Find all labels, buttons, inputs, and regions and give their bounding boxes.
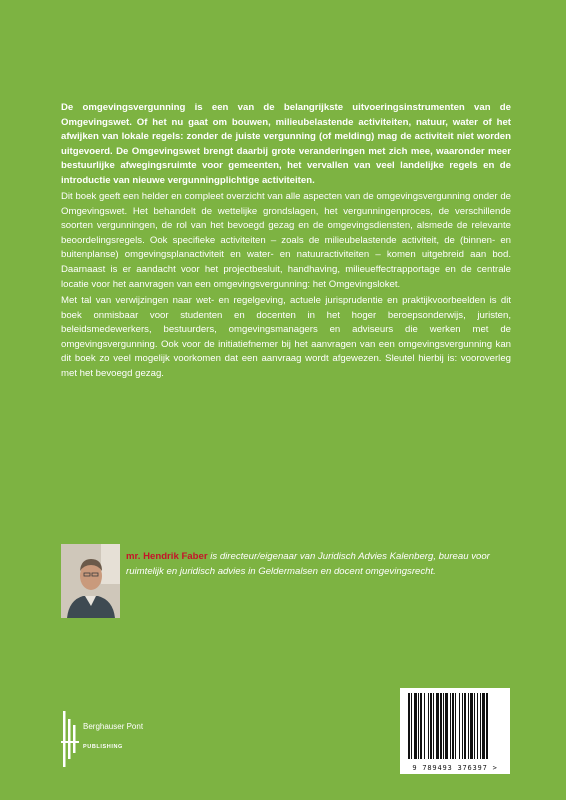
isbn-number: 9 789493 376397 >	[412, 764, 498, 772]
paragraph-1-text: Dit boek geeft een helder en compleet overzicht van alle aspecten van de omgevingsvergunning onder de Omgevingswet. Het behandelt de wettelijke grondslagen, het vergunningenproces, de verschillende soorten vergunningen, de rol van het bevoegd gezag en de omgevingsdiensten, alsmede de relevante beoordelingsregels. Ook specifieke activiteiten – zoals de milieubelastende activiteit, de (binnen- en buitenplanse) omgevingsplanactiviteit en water- en natuuractiviteiten – komen uitgebreid aan bod. Daarnaast is er aandacht voor het projectbesluit, handhaving, milieueffectrapportage en de centrale locatie voor het aanvragen van een omgevingsvergunning: het Omgevingsloket.	[61, 191, 511, 290]
body-paragraph-1	[61, 190, 511, 292]
publisher-logo	[61, 711, 161, 767]
intro-text: De omgevingsvergunning is een van de belangrijkste uitvoeringsinstrumenten van de Omgevingswet. Of het nu gaat om bouwen, milieubelastende activiteiten, natuur, water of het afwijken van lokale regels: zonder de juiste vergunning (of melding) mag de activiteit niet worden uitgevoerd. De Omgevingswet brengt daarbij grote veranderingen met zich mee, waaronder meer bestuurlijke afwegingsruimte voor gemeenten, het vervallen van veel landelijke regels en de introductie van nieuwe vergunningplichtige activiteiten.	[61, 102, 511, 186]
barcode-icon	[406, 693, 504, 759]
author-portrait-icon	[61, 544, 120, 618]
publisher-name: Berghauser Pont	[83, 722, 144, 731]
author-bio	[126, 550, 518, 579]
publisher-sub: PUBLISHING	[83, 744, 123, 750]
barcode	[400, 688, 510, 774]
publisher-logo-icon	[61, 711, 81, 767]
intro-paragraph	[61, 101, 511, 189]
paragraph-2-text: Met tal van verwijzingen naar wet- en regelgeving, actuele jurisprudentie en praktijkvoorbeelden is dit boek onmisbaar voor studenten en docenten in het hoger beroepsonderwijs, juristen, beleidsmedewerkers, bestuurders, omgevingsmanagers en adviseurs die werken met de omgevingsvergunning. Ook voor de initiatiefnemer bij het aanvragen van een omgevingsvergunning kan dit boek zo veel mogelijk voorkomen dat een aanvraag wordt afgewezen. Sleutel hierbij is: vooroverleg met het bevoegd gezag.	[61, 295, 511, 379]
author-bio-text: is directeur/eigenaar van Juridisch Advies Kalenberg, bureau voor ruimtelijk en juridisch advies in Geldermalsen en docent omgevingsrecht.	[126, 551, 490, 577]
author-photo	[61, 544, 120, 618]
author-name: mr. Hendrik Faber	[126, 551, 208, 562]
body-paragraph-2	[61, 294, 511, 382]
